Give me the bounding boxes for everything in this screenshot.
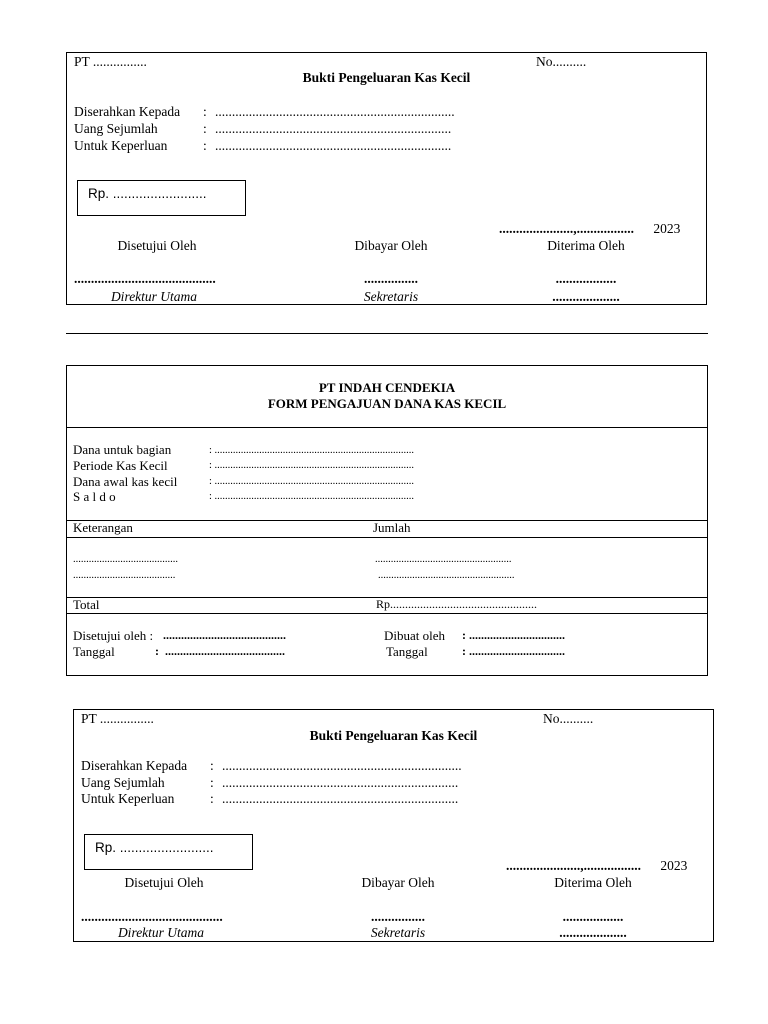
voucher-bottom-sig-line-approved: .......................................... xyxy=(81,909,223,924)
form-date-value-1: : ........................................ xyxy=(155,644,285,658)
voucher-top-sig-line-received: .................. xyxy=(555,271,617,286)
voucher-top-sep-purpose: : xyxy=(203,138,207,153)
form-value-balance: : ............................................................................ xyxy=(209,491,415,502)
form-date-label-1: Tanggal xyxy=(73,644,115,659)
form-company: PT INDAH CENDEKIA xyxy=(318,380,456,395)
form-title: FORM PENGAJUAN DANA KAS KECIL xyxy=(267,396,507,411)
voucher-bottom-sig-heading-paid: Dibayar Oleh xyxy=(361,875,435,890)
voucher-bottom-box xyxy=(73,709,714,942)
voucher-top-amount: Rp. ......................... xyxy=(88,186,207,201)
voucher-top-label-purpose: Untuk Keperluan xyxy=(74,138,168,153)
voucher-bottom-sig-role-paid: Sekretaris xyxy=(370,925,426,940)
voucher-bottom-number: No.......... xyxy=(543,711,594,726)
voucher-bottom-sep-purpose: : xyxy=(210,791,214,806)
form-date-value-2: : ................................ xyxy=(462,644,565,658)
voucher-top-sig-line-paid: ................ xyxy=(364,271,418,286)
form-row-description-2: ....................................... xyxy=(73,570,176,581)
form-made-value: : ................................ xyxy=(462,628,565,642)
voucher-bottom-date-dots: ......................,................. xyxy=(506,858,641,873)
voucher-bottom-sig-role-received: .................... xyxy=(559,925,627,940)
voucher-top-box xyxy=(66,52,707,305)
voucher-bottom-value-recipient: ....................................................................... xyxy=(222,758,462,773)
form-col-header-amount: Jumlah xyxy=(373,520,411,535)
form-value-initial-fund: : ............................................................................ xyxy=(209,476,415,487)
voucher-top-sep-recipient: : xyxy=(203,104,207,119)
form-label-period: Periode Kas Kecil xyxy=(73,458,168,473)
voucher-top-sig-line-approved: .......................................... xyxy=(74,271,216,286)
voucher-bottom-sep-amount-words: : xyxy=(210,775,214,790)
voucher-top-date-year: 2023 xyxy=(650,221,681,236)
voucher-top-sig-role-received: .................... xyxy=(552,289,620,304)
form-approved-label: Disetujui oleh : xyxy=(73,628,154,643)
form-total-label: Total xyxy=(73,597,100,612)
form-label-initial-fund: Dana awal kas kecil xyxy=(73,474,178,489)
voucher-bottom-sig-role-approved: Direktur Utama xyxy=(117,925,205,940)
form-made-label: Dibuat oleh xyxy=(384,628,446,643)
form-label-balance: S a l d o xyxy=(73,489,116,504)
form-col-header-description: Keterangan xyxy=(73,520,133,535)
voucher-bottom-title: Bukti Pengeluaran Kas Kecil xyxy=(309,728,478,743)
voucher-bottom-sig-heading-received: Diterima Oleh xyxy=(554,875,632,890)
voucher-top-sep-amount-words: : xyxy=(203,121,207,136)
form-row-amount-2: .................................................... xyxy=(378,570,515,581)
voucher-bottom-label-amount-words: Uang Sejumlah xyxy=(81,775,165,790)
voucher-top-sig-heading-paid: Dibayar Oleh xyxy=(354,238,428,253)
voucher-bottom-company: PT ................ xyxy=(81,711,154,726)
voucher-bottom-amount: Rp. ......................... xyxy=(95,840,214,855)
voucher-bottom-sep-recipient: : xyxy=(210,758,214,773)
voucher-top-title: Bukti Pengeluaran Kas Kecil xyxy=(302,70,471,85)
voucher-top-sig-role-approved: Direktur Utama xyxy=(110,289,198,304)
form-label-department: Dana untuk bagian xyxy=(73,442,172,457)
form-value-period: : ............................................................................ xyxy=(209,460,415,471)
voucher-top-sig-heading-received: Diterima Oleh xyxy=(547,238,625,253)
cut-line-divider xyxy=(66,333,708,334)
voucher-top-sig-role-paid: Sekretaris xyxy=(363,289,419,304)
voucher-top-label-amount-words: Uang Sejumlah xyxy=(74,121,158,136)
voucher-bottom-value-purpose: ...................................................................... xyxy=(222,791,459,806)
voucher-top-value-recipient: ....................................................................... xyxy=(215,104,455,119)
voucher-top-value-amount-words: ...................................................................... xyxy=(215,121,452,136)
voucher-top-label-recipient: Diserahkan Kepada xyxy=(74,104,181,119)
form-date-label-2: Tanggal xyxy=(386,644,428,659)
form-row-amount-1: .................................................... xyxy=(375,554,512,565)
voucher-top-company: PT ................ xyxy=(74,54,147,69)
form-row-description-1: ........................................ xyxy=(73,554,178,565)
voucher-bottom-value-amount-words: ...................................................................... xyxy=(222,775,459,790)
form-value-department: : ............................................................................ xyxy=(209,445,415,456)
voucher-top-date-dots: ......................,................. xyxy=(499,221,634,236)
form-approved-value: ......................................... xyxy=(160,628,286,642)
voucher-bottom-sig-line-paid: ................ xyxy=(371,909,425,924)
form-total-value: Rp................................................. xyxy=(376,597,538,611)
voucher-bottom-sig-line-received: .................. xyxy=(562,909,624,924)
voucher-bottom-date-year: 2023 xyxy=(657,858,688,873)
voucher-bottom-label-recipient: Diserahkan Kepada xyxy=(81,758,188,773)
voucher-top-number: No.......... xyxy=(536,54,587,69)
voucher-top-sig-heading-approved: Disetujui Oleh xyxy=(117,238,197,253)
form-table-header-line xyxy=(66,537,708,538)
form-header-divider xyxy=(66,427,708,428)
form-total-bottom-line xyxy=(66,613,708,614)
voucher-top-value-purpose: ...................................................................... xyxy=(215,138,452,153)
voucher-bottom-label-purpose: Untuk Keperluan xyxy=(81,791,175,806)
voucher-bottom-sig-heading-approved: Disetujui Oleh xyxy=(124,875,204,890)
